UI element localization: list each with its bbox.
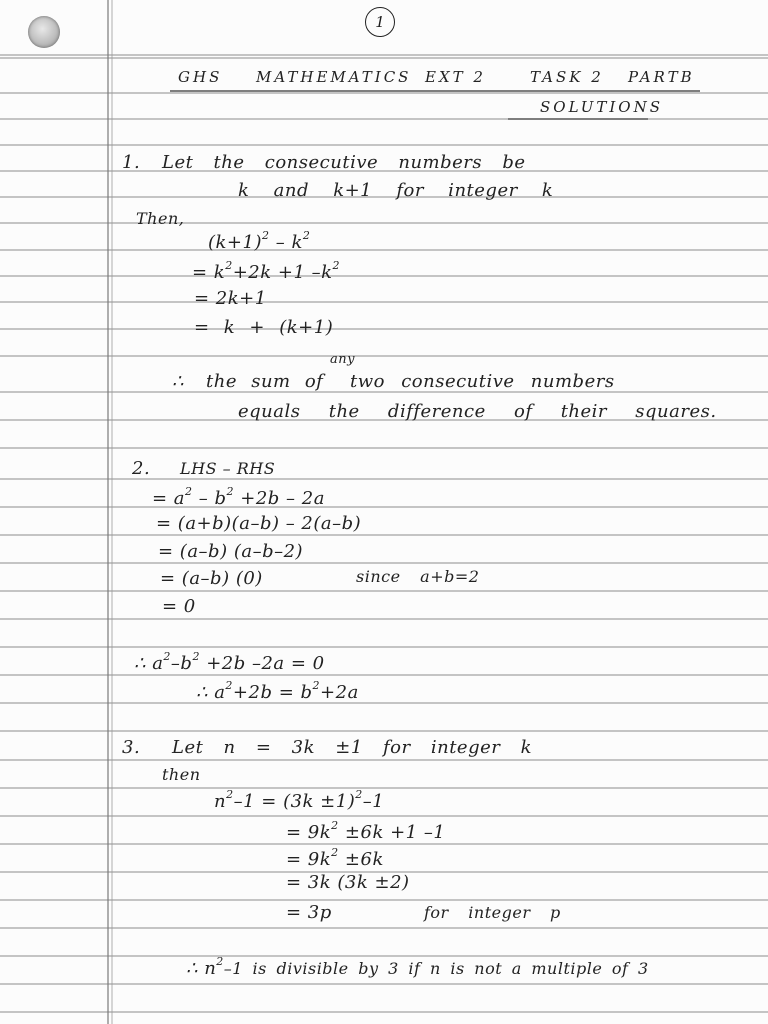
q2-line1: = $a^2 - b^2 +2b - 2a$: [152, 485, 325, 509]
header-course: EXT 2: [425, 68, 486, 86]
q3-step2: = $9k^2 \pm 6k +1$ –1: [286, 819, 446, 843]
q3-step5-note: for integer p: [424, 903, 561, 922]
q1-step4: = k + (k+1): [194, 317, 334, 338]
q1-then: Then,: [136, 209, 185, 228]
header-task: TASK 2: [530, 68, 604, 86]
q2-conclusion2: ∴ $a^2+2b = b^2+2a$: [196, 679, 359, 703]
q2-conclusion1: ∴ $a^2-b^2 +2b$ –2a = 0: [134, 650, 325, 674]
q1-step1: $(k+1)^2 - k^2$: [208, 229, 311, 253]
header-underline: [170, 89, 700, 93]
q2-line4-note: since a+b=2: [356, 567, 480, 586]
q3-step3: = $9k^2 \pm 6k$: [286, 846, 384, 870]
header-subtitle: SOLUTIONS: [540, 98, 663, 116]
punch-hole: [28, 16, 60, 48]
q1-conclusion-line2: equals the difference of their squares.: [238, 401, 717, 422]
q3-step1: $n^2-1 = (3k \pm 1)^2-1$: [214, 788, 385, 812]
q1-therefore: ∴: [172, 371, 184, 392]
q3-step4: = 3k (3k ±2): [286, 872, 410, 893]
q1-step2: = $k^2+2k +1$ $-k^2$: [192, 259, 341, 283]
q2-line5: = 0: [162, 596, 196, 617]
q1-insert-any: any: [330, 352, 355, 367]
q2-number: 2.: [132, 458, 151, 479]
q1-step3: = 2k+1: [194, 288, 267, 309]
q2-line2: = (a+b)(a–b) – 2(a–b): [156, 513, 362, 534]
q2-line4: = (a–b) (0): [160, 568, 263, 589]
q1-conclusion-a: the sum of: [206, 371, 324, 392]
q1-line2: k and k+1 for integer k: [238, 180, 554, 201]
header-subject: MATHEMATICS: [256, 68, 412, 86]
q2-line3: = (a–b) (a–b–2): [158, 541, 304, 562]
subtitle-underline: [508, 117, 648, 121]
q3-conclusion: ∴ $n^2-1$ is divisible by 3 if n is not a multiple of 3: [186, 955, 649, 979]
q1-conclusion-b: two consecutive numbers: [350, 371, 615, 392]
q3-line1: Let n = 3k ±1 for integer k: [172, 737, 532, 758]
q1-number: 1.: [122, 152, 141, 173]
header-school: GHS: [178, 68, 223, 86]
q3-number: 3.: [122, 737, 141, 758]
q1-line1: Let the consecutive numbers be: [162, 152, 526, 173]
header-part: PARTB: [628, 68, 695, 86]
q3-step5: = 3p: [286, 902, 332, 923]
page-number: 1: [365, 7, 395, 37]
q2-lhs-rhs: LHS – RHS: [180, 459, 276, 478]
q3-then: then: [162, 765, 201, 784]
